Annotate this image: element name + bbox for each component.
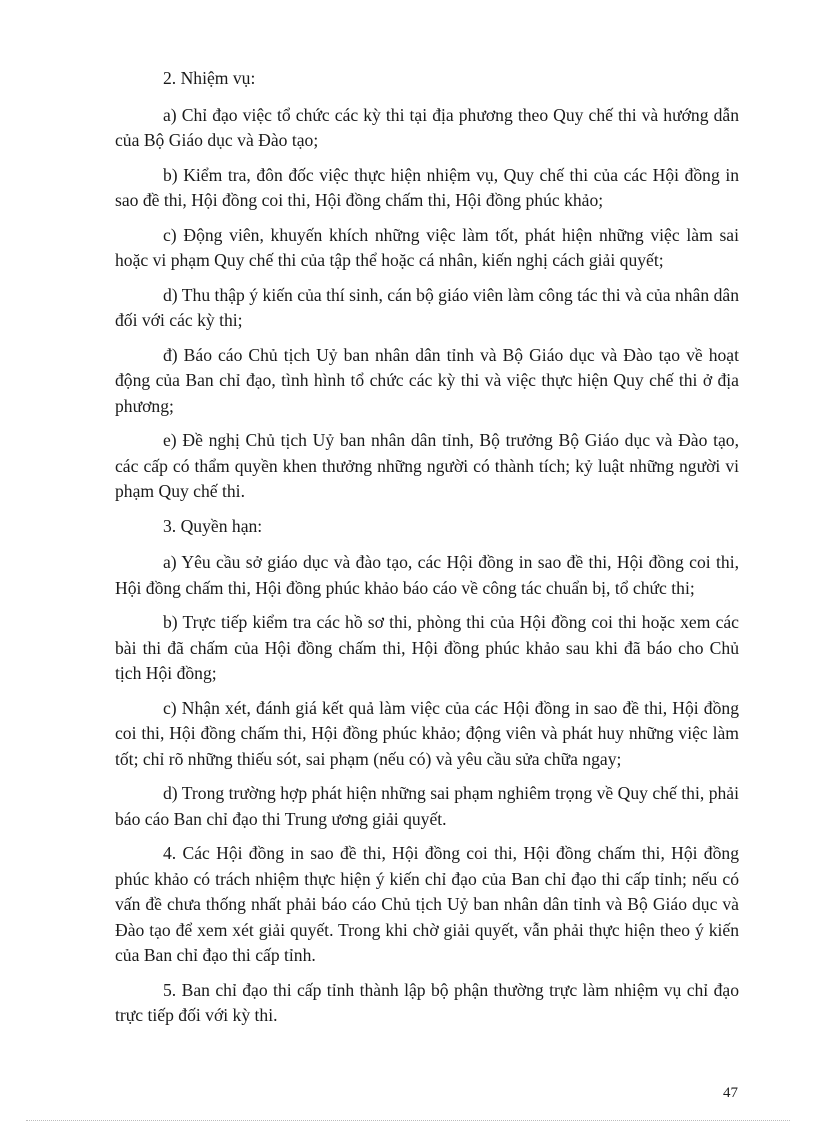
duty-item-c: c) Động viên, khuyến khích những việc làm tốt, phát hiện những việc làm sai hoặc vi phạm Quy chế thi của tập thể hoặc cá nhân, kiến nghị cách giải quyết;: [115, 224, 739, 270]
duty-item-dd: đ) Báo cáo Chủ tịch Uỷ ban nhân dân tỉnh và Bộ Giáo dục và Đào tạo về hoạt động của Ban chỉ đạo, tình hình tổ chức các kỳ thi và việc thực hiện Quy chế thi ở địa phương;: [115, 344, 739, 416]
paragraph-4: 4. Các Hội đồng in sao đề thi, Hội đồng coi thi, Hội đồng chấm thi, Hội đồng phúc khảo có trách nhiệm thực hiện ý kiến chỉ đạo của Ban chỉ đạo thi cấp tỉnh; nếu có vấn đề chưa thống nhất phải báo cáo Chủ tịch Uỷ ban nhân dân tỉnh và Bộ Giáo dục và Đào tạo để xem xét giải quyết. Trong khi chờ giải quyết, vẫn phải thực hiện theo ý kiến của Ban chỉ đạo thi cấp tỉnh.: [115, 843, 739, 965]
paragraph-5: 5. Ban chỉ đạo thi cấp tỉnh thành lập bộ phận thường trực làm nhiệm vụ chỉ đạo trực tiếp đối với kỳ thi.: [115, 979, 739, 1025]
duty-item-a: a) Chỉ đạo việc tổ chức các kỳ thi tại địa phương theo Quy chế thi và hướng dẫn của Bộ Giáo dục và Đào tạo;: [115, 104, 739, 150]
duty-item-b: b) Kiểm tra, đôn đốc việc thực hiện nhiệm vụ, Quy chế thi của các Hội đồng in sao đề thi, Hội đồng coi thi, Hội đồng chấm thi, Hội đồng phúc khảo;: [115, 164, 739, 210]
document-body: [115, 66, 739, 1038]
power-item-a: a) Yêu cầu sở giáo dục và đào tạo, các Hội đồng in sao đề thi, Hội đồng coi thi, Hội đồng chấm thi, Hội đồng phúc khảo báo cáo về công tác chuẩn bị, tổ chức thi;: [115, 552, 739, 598]
power-item-b: b) Trực tiếp kiểm tra các hồ sơ thi, phòng thi của Hội đồng coi thi hoặc xem các bài thi đã chấm của Hội đồng chấm thi, Hội đồng phúc khảo sau khi đã báo cho Chủ tịch Hội đồng;: [115, 612, 739, 683]
page-number: 47: [723, 1085, 738, 1101]
section-heading-duties: 2. Nhiệm vụ:: [163, 68, 256, 88]
duty-item-d: d) Thu thập ý kiến của thí sinh, cán bộ giáo viên làm công tác thi và của nhân dân đối với các kỳ thi;: [115, 284, 739, 330]
section-heading-powers: 3. Quyền hạn:: [163, 515, 263, 536]
footer-divider: [26, 1120, 790, 1121]
power-item-d: d) Trong trường hợp phát hiện những sai phạm nghiêm trọng về Quy chế thi, phải báo cáo Ban chỉ đạo thi Trung ương giải quyết.: [115, 783, 739, 829]
power-item-c: c) Nhận xét, đánh giá kết quả làm việc của các Hội đồng in sao đề thi, Hội đồng coi thi, Hội đồng chấm thi, Hội đồng phúc khảo; động viên và phát huy những việc làm tốt; chỉ rõ những thiếu sót, sai phạm (nếu có) và yêu cầu sửa chữa ngay;: [115, 697, 739, 769]
duty-item-e: e) Đề nghị Chủ tịch Uỷ ban nhân dân tỉnh, Bộ trưởng Bộ Giáo dục và Đào tạo, các cấp có thẩm quyền khen thưởng những người có thành tích; kỷ luật những người vi phạm Quy chế thi.: [115, 430, 739, 501]
